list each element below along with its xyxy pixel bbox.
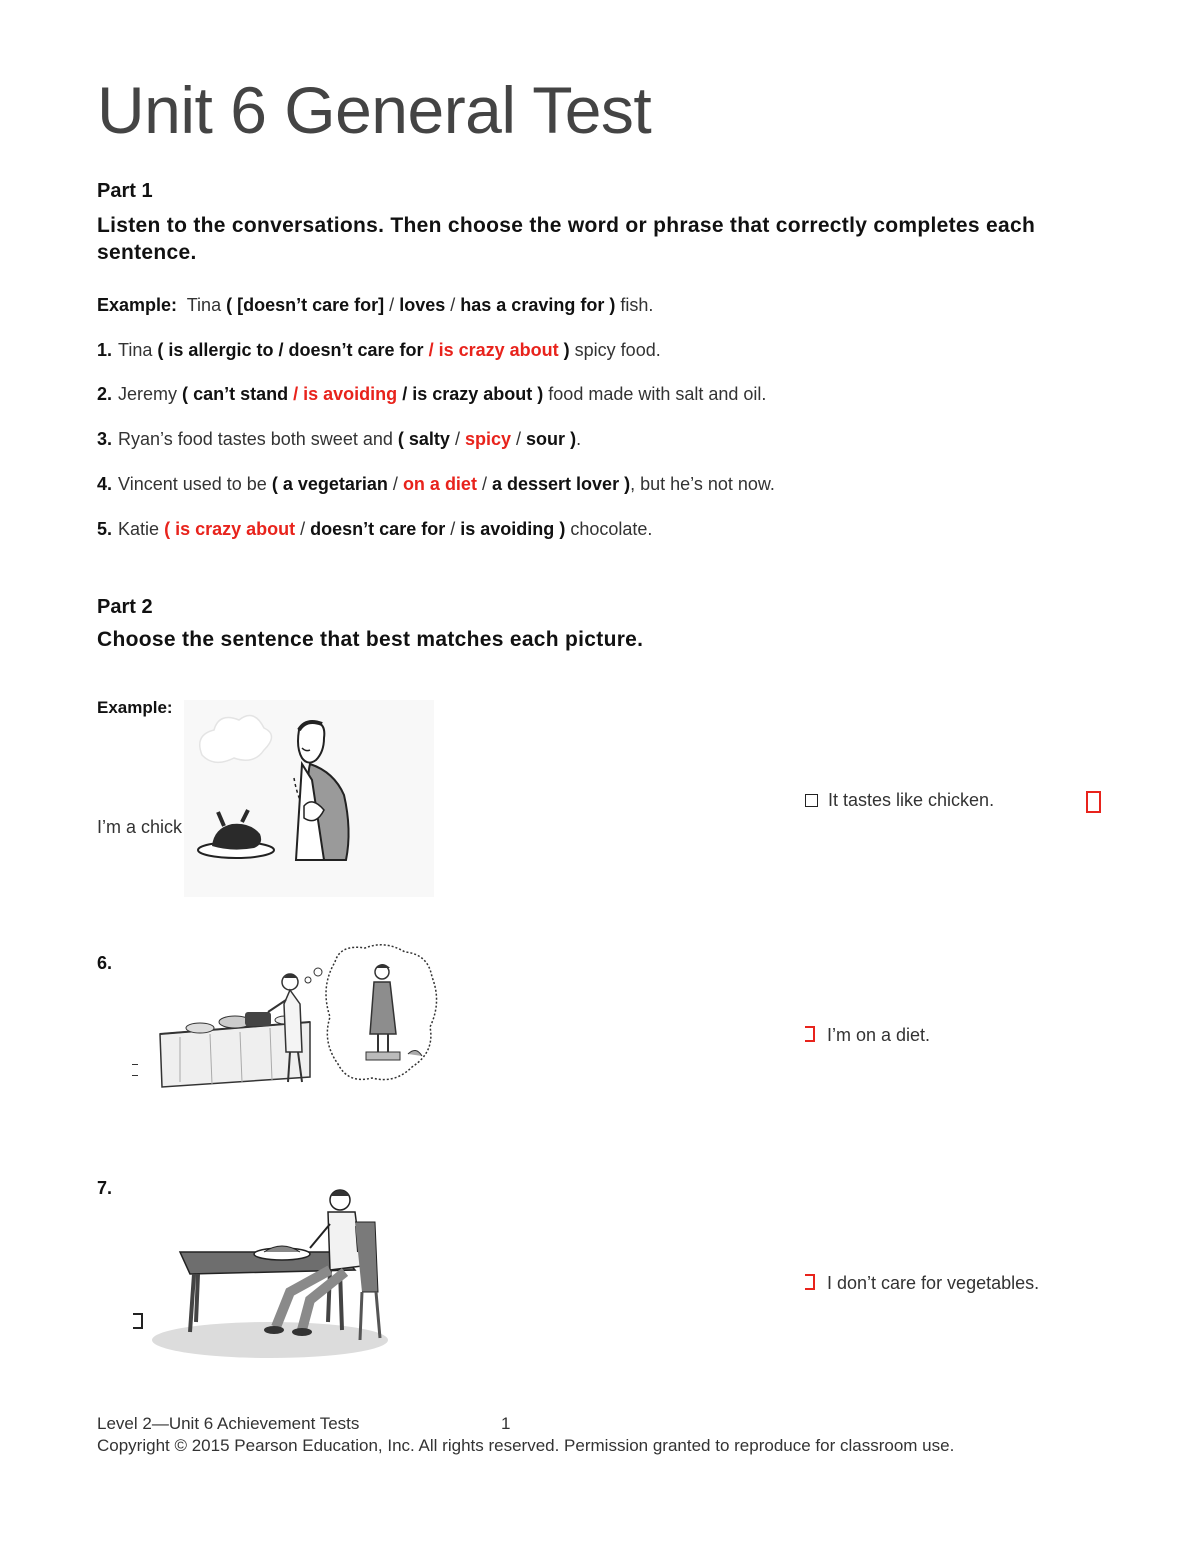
part1-instructions: Listen to the conversations. Then choose the word or phrase that correctly completes each sentence. <box>97 214 1036 264</box>
example-answer: [doesn’t care for] <box>237 295 385 315</box>
choice-option[interactable]: doesn’t care for <box>288 340 424 360</box>
part2-example-label: Example: <box>97 698 173 717</box>
choice-option-selected[interactable]: on a diet <box>402 474 477 494</box>
question-4 <box>97 474 775 495</box>
question-6-number: 6. <box>97 953 113 973</box>
part2-heading: Part 2 <box>97 596 153 618</box>
answer-mark-icon <box>1086 791 1101 813</box>
paren-close: ) <box>624 474 631 494</box>
separator: / <box>300 519 306 539</box>
paren-close: ) <box>570 429 577 449</box>
paren-open: ( <box>397 429 404 449</box>
choice-option[interactable]: a vegetarian <box>282 474 388 494</box>
paren-close: ) <box>609 295 616 315</box>
question-text: food made with salt and oil. <box>548 384 767 404</box>
question-text: chocolate. <box>570 519 653 539</box>
checkbox-icon[interactable] <box>132 1064 138 1076</box>
checkbox-icon[interactable] <box>805 1274 815 1290</box>
separator: / <box>450 295 456 315</box>
man-at-table-with-plate-illustration <box>150 1182 395 1362</box>
separator: / <box>454 429 460 449</box>
choice-option[interactable]: sour <box>526 429 566 449</box>
separator: / <box>450 519 456 539</box>
question-text: Tina <box>118 340 153 360</box>
example-option: loves <box>399 295 446 315</box>
choice-option-selected[interactable]: is avoiding <box>303 384 398 404</box>
example-option: has a craving for <box>460 295 605 315</box>
separator: / <box>402 384 408 404</box>
option-text: It tastes like chicken. <box>828 790 995 810</box>
example-text-before: Tina <box>186 295 222 315</box>
question-text: Vincent used to be <box>118 474 267 494</box>
question-5 <box>97 519 652 540</box>
choice-option-selected[interactable]: spicy <box>464 429 511 449</box>
question-text: Katie <box>118 519 160 539</box>
paren-open: ( <box>157 340 164 360</box>
checkbox-icon[interactable] <box>133 1313 143 1329</box>
paren-open: ( <box>226 295 233 315</box>
separator: / <box>293 384 299 404</box>
question-number: 2. <box>97 384 113 404</box>
choice-option[interactable]: is avoiding <box>460 519 555 539</box>
paren-open: ( <box>164 519 171 539</box>
paren-close: ) <box>559 519 566 539</box>
option-text: I’m on a diet. <box>827 1025 931 1045</box>
question-text: Ryan’s food tastes both sweet and <box>118 429 393 449</box>
page-number: 1 <box>501 1414 511 1433</box>
part2-instructions: Choose the sentence that best matches each picture. <box>97 628 644 651</box>
question-3 <box>97 429 581 450</box>
question-number: 3. <box>97 429 113 449</box>
question-text: Jeremy <box>118 384 178 404</box>
choice-option-selected[interactable]: is crazy about <box>438 340 559 360</box>
choice-option[interactable]: is allergic to <box>168 340 274 360</box>
example-option-row[interactable] <box>805 790 994 811</box>
checkbox-icon[interactable] <box>805 794 818 807</box>
choice-option[interactable]: can’t stand <box>193 384 289 404</box>
question-number: 5. <box>97 519 113 539</box>
question-text: . <box>576 429 582 449</box>
example-label: Example: <box>97 295 178 315</box>
checkbox-icon[interactable] <box>805 1026 815 1042</box>
example-text-after: fish. <box>620 295 654 315</box>
choice-option[interactable]: a dessert lover <box>492 474 620 494</box>
separator: / <box>516 429 522 449</box>
question-7-option-row[interactable] <box>805 1273 1039 1294</box>
question-2 <box>97 384 766 405</box>
paren-close: ) <box>537 384 544 404</box>
separator: / <box>428 340 434 360</box>
paren-close: ) <box>563 340 570 360</box>
woman-at-table-dreaming-of-scale-illustration <box>150 942 440 1097</box>
footer-left: Level 2—Unit 6 Achievement Tests <box>97 1414 360 1433</box>
question-6-option-row[interactable] <box>805 1025 930 1046</box>
paren-open: ( <box>271 474 278 494</box>
question-number: 1. <box>97 340 113 360</box>
choice-option-selected[interactable]: is crazy about <box>175 519 296 539</box>
part1-heading: Part 1 <box>97 180 153 202</box>
part2-example-left-text: I’m a chick <box>97 817 183 837</box>
question-1 <box>97 340 661 361</box>
part1-example <box>97 295 653 316</box>
paren-open: ( <box>182 384 189 404</box>
separator: / <box>481 474 487 494</box>
separator: / <box>389 295 395 315</box>
choice-option[interactable]: salty <box>408 429 450 449</box>
choice-option[interactable]: is crazy about <box>412 384 533 404</box>
man-eating-chicken-illustration <box>184 700 434 897</box>
separator: / <box>392 474 398 494</box>
question-7-number: 7. <box>97 1178 113 1198</box>
page-title: Unit 6 General Test <box>97 73 652 147</box>
option-text: I don’t care for vegetables. <box>827 1273 1040 1293</box>
separator: / <box>278 340 284 360</box>
question-text: spicy food. <box>574 340 661 360</box>
question-text: , but he’s not now. <box>630 474 775 494</box>
copyright: Copyright © 2015 Pearson Education, Inc. All rights reserved. Permission granted to reproduce for classroom use. <box>97 1436 955 1455</box>
choice-option[interactable]: doesn’t care for <box>310 519 446 539</box>
question-number: 4. <box>97 474 113 494</box>
